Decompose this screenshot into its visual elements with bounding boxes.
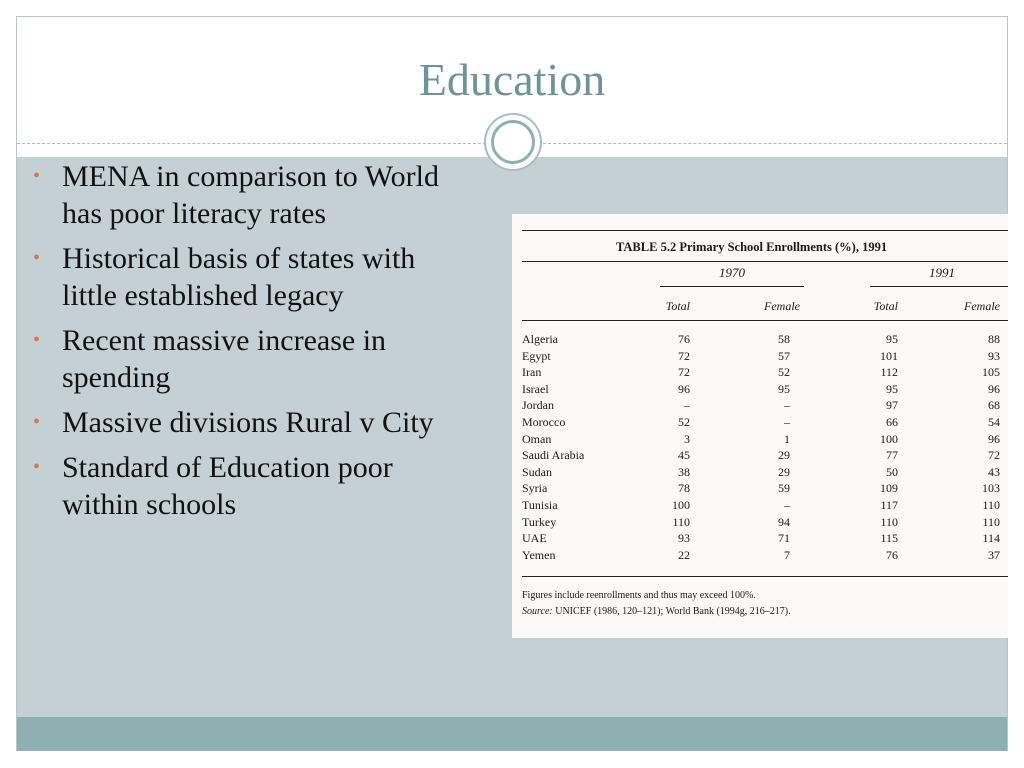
table-cell-country: Sudan [522,464,552,479]
circle-ornament-icon [484,113,542,171]
table-cell-country: Iran [522,365,542,380]
table-row [512,448,1008,465]
table-cell-total-1991: 109 [880,481,898,496]
table-caption: TABLE 5.2 Primary School Enrollments (%), 1991 [616,240,888,254]
bullet-item [30,240,470,314]
table-row [512,548,1008,565]
table-cell-total-1991: 50 [886,464,898,479]
table-footnote: Figures include reenrollments and thus may exceed 100%. [522,590,756,601]
table-row [512,349,1008,366]
slide-title: Education [418,54,606,105]
table-cell-female-1991: 96 [988,381,1000,396]
table-cell-total-1991: 77 [886,448,898,463]
table-cell-total-1970: 100 [672,498,690,512]
table-row [512,481,1008,498]
table-cell-female-1991: 93 [988,348,1000,363]
bullet-text: MENA in comparison to World has poor literacy rates [62,160,440,230]
table-cell-total-1991: 110 [880,514,898,529]
enrollment-table-image [512,214,1008,638]
table-source-label: Source: [522,606,553,617]
table-cell-country: Israel [522,381,549,396]
table-cell-country: Oman [522,431,552,446]
bullet-dot-icon: • [33,329,41,351]
table-cell-female-1970: – [784,415,790,429]
table-cell-total-1970: 93 [678,531,690,546]
table-header-total-1991: Total [873,299,898,313]
table-cell-female-1991: 43 [988,464,1000,479]
bullet-text: Standard of Education poor within schools [62,451,393,521]
table-cell-country: Algeria [522,332,558,346]
table-cell-total-1970: 3 [684,431,690,446]
table-row [512,531,1008,548]
table-top-rule [522,230,1008,231]
table-cell-country: Yemen [522,547,556,562]
table-cell-country: UAE [522,531,547,546]
table-cell-female-1970: 94 [778,514,790,529]
table-cell-female-1991: 72 [988,448,1000,463]
bullet-item [30,322,470,396]
table-cell-female-1991: 114 [982,531,1000,546]
bullet-dot-icon: • [33,165,41,187]
table-cell-total-1970: 72 [678,365,690,380]
table-cell-total-1970: 110 [672,514,690,529]
bullet-text: Recent massive increase in spending [62,324,387,394]
table-cell-female-1991: 37 [988,547,1000,562]
table-cell-female-1970: 59 [778,481,790,496]
table-cell-country: Egypt [522,348,551,363]
table-cell-female-1970: 95 [778,381,790,396]
table-cell-total-1970: – [684,398,690,413]
bullet-dot-icon: • [33,247,41,269]
table-cell-country: Tunisia [522,498,558,512]
bullet-item [30,449,470,523]
table-cell-female-1970: – [784,398,790,413]
table-cell-female-1991: 103 [982,481,1000,496]
table-cell-total-1991: 100 [880,431,898,446]
table-cell-female-1991: 110 [982,498,1000,512]
table-cell-total-1991: 97 [886,398,898,413]
table-cell-female-1991: 105 [982,365,1000,380]
table-cell-female-1970: 7 [784,547,790,562]
table-header-total-1970: Total [665,299,690,313]
table-row [512,332,1008,349]
table-bottom-rule [522,576,1008,577]
table-row [512,382,1008,399]
bullet-item [30,404,470,441]
table-cell-total-1970: 72 [678,348,690,363]
table-cell-country: Jordan [522,398,554,413]
table-header-female-1970: Female [764,299,800,313]
table-cell-female-1991: 54 [988,415,1000,429]
table-row [512,398,1008,415]
table-cell-female-1991: 88 [988,332,1000,346]
footer-band [17,717,1007,751]
table-cell-female-1991: 110 [982,514,1000,529]
table-row [512,365,1008,382]
table-cell-country: Saudi Arabia [522,448,585,463]
bullet-item [30,158,470,232]
table-cell-female-1970: 29 [778,448,790,463]
table-cell-total-1970: 45 [678,448,690,463]
table-cell-female-1970: 1 [784,431,790,446]
table-year-rule-1970 [660,286,804,287]
table-cell-total-1991: 95 [886,332,898,346]
table-cell-total-1970: 38 [678,464,690,479]
table-source [522,606,791,617]
table-cell-female-1970: 29 [778,464,790,479]
table-cell-total-1991: 112 [880,365,898,380]
table-cell-total-1991: 101 [880,348,898,363]
table-cell-female-1970: 57 [778,348,790,363]
table-cell-total-1991: 95 [886,381,898,396]
bullet-dot-icon: • [33,411,41,433]
table-cell-female-1991: 96 [988,431,1000,446]
table-cell-female-1970: 71 [778,531,790,546]
table-header-rule [522,320,1008,321]
table-row [512,415,1008,432]
table-cell-female-1970: 52 [778,365,790,380]
table-caption-rule [522,261,1008,262]
table-cell-total-1970: 52 [678,415,690,429]
table-cell-total-1970: 96 [678,381,690,396]
table-row [512,432,1008,449]
table-cell-total-1991: 115 [880,531,898,546]
table-cell-total-1991: 117 [880,498,898,512]
table-row [512,515,1008,532]
bullet-text: Massive divisions Rural v City [62,406,434,439]
table-year-1970: 1970 [719,265,745,280]
table-cell-female-1991: 68 [988,398,1000,413]
table-cell-female-1970: 58 [778,332,790,346]
table-cell-total-1991: 66 [886,415,898,429]
table-cell-country: Syria [522,481,548,496]
table-cell-country: Turkey [522,514,557,529]
bullet-dot-icon: • [33,456,41,478]
table-cell-total-1970: 22 [678,547,690,562]
table-cell-total-1970: 78 [678,481,690,496]
table-source-text: UNICEF (1986, 120–121); World Bank (1994g, 216–217). [555,606,791,617]
table-cell-female-1970: – [784,498,790,512]
table-cell-country: Morocco [522,415,566,429]
table-cell-total-1970: 76 [678,332,690,346]
table-cell-total-1991: 76 [886,547,898,562]
table-year-1991: 1991 [929,265,955,280]
table-year-rule-1991 [870,286,1008,287]
table-row [512,465,1008,482]
table-header-female-1991: Female [964,299,1000,313]
bullet-list [30,158,470,531]
table-row [512,498,1008,515]
bullet-text: Historical basis of states with little established legacy [62,242,416,312]
